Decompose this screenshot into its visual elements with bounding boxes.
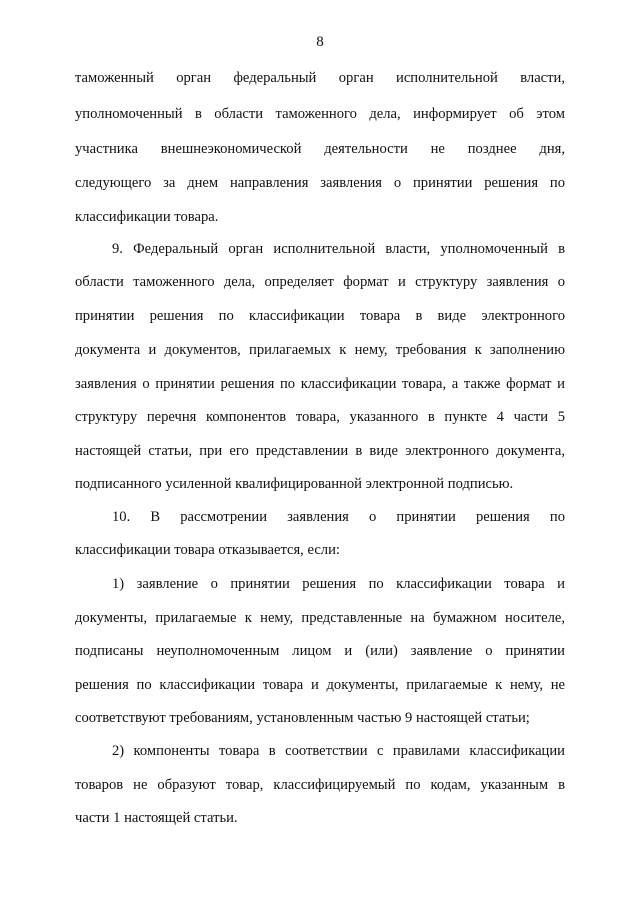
paragraph-4-line-3: подписаны неуполномоченным лицом и (или) заявление о принятии xyxy=(75,643,565,659)
paragraph-2-line-5: заявления о принятии решения по классификации товара, а также формат и xyxy=(75,376,565,392)
paragraph-2-line-6: структуру перечня компонентов товара, указанного в пункте 4 части 5 xyxy=(75,409,565,425)
paragraph-1-line-2: уполномоченный в области таможенного дела, информирует об этом xyxy=(75,106,565,122)
paragraph-5-line-2: товаров не образуют товар, классифицируемый по кодам, указанным в xyxy=(75,777,565,793)
paragraph-2-line-2: области таможенного дела, определяет формат и структуру заявления о xyxy=(75,274,565,290)
paragraph-1-line-4: следующего за днем направления заявления о принятии решения по xyxy=(75,175,565,191)
paragraph-2-line-3: принятии решения по классификации товара в виде электронного xyxy=(75,308,565,324)
paragraph-4-line-5: соответствуют требованиям, установленным частью 9 настоящей статьи; xyxy=(75,710,530,726)
paragraph-1-line-5: классификации товара. xyxy=(75,209,219,225)
paragraph-3-line-1: 10. В рассмотрении заявления о принятии решения по xyxy=(112,509,565,525)
paragraph-4-line-4: решения по классификации товара и документы, прилагаемые к нему, не xyxy=(75,677,565,693)
paragraph-5-line-3: части 1 настоящей статьи. xyxy=(75,810,238,826)
paragraph-4-line-2: документы, прилагаемые к нему, представленные на бумажном носителе, xyxy=(75,610,565,626)
paragraph-4-line-1: 1) заявление о принятии решения по классификации товара и xyxy=(112,576,565,592)
paragraph-3-line-2: классификации товара отказывается, если: xyxy=(75,542,340,558)
paragraph-2-line-8: подписанного усиленной квалифицированной электронной подписью. xyxy=(75,476,514,492)
paragraph-1-line-3: участника внешнеэкономической деятельности не позднее дня, xyxy=(75,141,565,157)
paragraph-2-line-1: 9. Федеральный орган исполнительной власти, уполномоченный в xyxy=(112,241,565,257)
paragraph-2-line-7: настоящей статьи, при его представлении в виде электронного документа, xyxy=(75,443,565,459)
paragraph-2-line-4: документа и документов, прилагаемых к нему, требования к заполнению xyxy=(75,342,565,358)
paragraph-5-line-1: 2) компоненты товара в соответствии с правилами классификации xyxy=(112,743,565,759)
paragraph-1-line-1: таможенный орган федеральный орган исполнительной власти, xyxy=(75,70,565,86)
page-number: 8 xyxy=(316,34,324,50)
